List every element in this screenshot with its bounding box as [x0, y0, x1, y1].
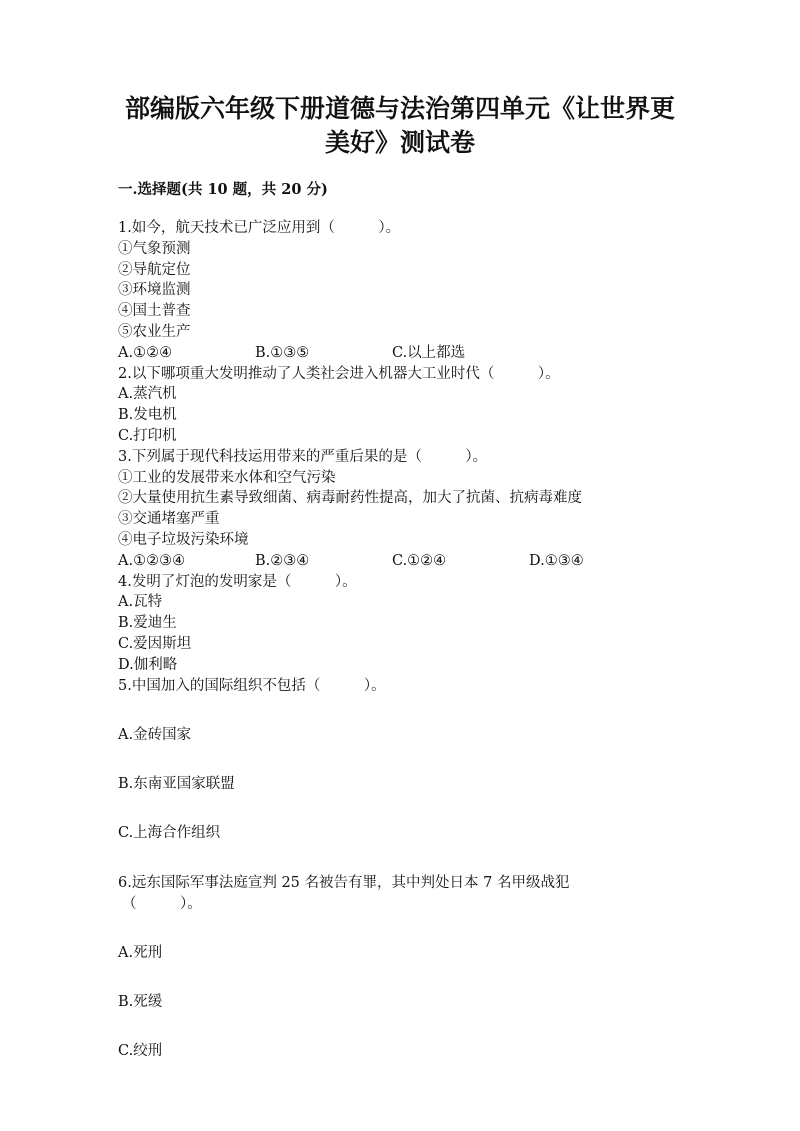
title-line-1: 部编版六年级下册道德与法治第四单元《让世界更: [124, 94, 675, 123]
question-4-option-d[interactable]: D.伽利略: [118, 656, 178, 673]
question-3-options: [118, 551, 698, 572]
question-1-option-c[interactable]: C.以上都选: [392, 344, 466, 361]
question-4-option-b[interactable]: B.爱迪生: [118, 615, 177, 632]
section-heading: 一.选择题(共 10 题，共 20 分): [118, 181, 328, 198]
question-6-option-c[interactable]: C.绞刑: [118, 1043, 163, 1060]
spacer: [118, 746, 698, 775]
question-6-option-b[interactable]: B.死缓: [118, 994, 163, 1011]
spacer: [118, 1013, 698, 1042]
question-5-option-b[interactable]: B.东南亚国家联盟: [118, 776, 235, 793]
question-4-option-a[interactable]: A.瓦特: [118, 594, 163, 611]
question-4-option-c[interactable]: C.爱因斯坦: [118, 635, 192, 652]
question-1-option-a[interactable]: A.①②④: [118, 344, 173, 361]
spacer: [118, 844, 698, 873]
page-title: [100, 92, 700, 160]
question-1-options: [118, 343, 698, 364]
question-3-stem: 3.下列属于现代科技运用带来的严重后果的是（ ）。: [118, 448, 488, 465]
spacer: [118, 964, 698, 993]
spacer: [118, 914, 698, 943]
question-5-option-c[interactable]: C.上海合作组织: [118, 825, 221, 842]
question-1-item: ⑤农业生产: [118, 323, 191, 340]
title-line-2: 美好》测试卷: [324, 128, 475, 157]
spacer: [118, 696, 698, 725]
question-list: [118, 218, 698, 1062]
question-5-option-a[interactable]: A.金砖国家: [118, 726, 192, 743]
question-1-option-b[interactable]: B.①③⑤: [255, 344, 310, 361]
question-2-option-b[interactable]: B.发电机: [118, 407, 177, 424]
question-4-stem: 4.发明了灯泡的发明家是（ ）。: [118, 573, 357, 590]
question-3-item: ②大量使用抗生素导致细菌、病毒耐药性提高，加大了抗菌、抗病毒难度: [118, 490, 582, 507]
question-1-item: ②导航定位: [118, 261, 191, 278]
question-3-option-b[interactable]: B.②③④: [255, 552, 310, 569]
question-1-stem: 1.如今，航天技术已广泛应用到（ ）。: [118, 220, 401, 236]
question-1-item: ④国土普查: [118, 303, 191, 320]
question-6-option-a[interactable]: A.死刑: [118, 944, 163, 961]
question-3-item: ①工业的发展带来水体和空气污染: [118, 469, 336, 486]
question-2-stem: 2.以下哪项重大发明推动了人类社会进入机器大工业时代（ ）。: [118, 365, 560, 382]
question-3-option-a[interactable]: A.①②③④: [118, 552, 186, 569]
question-3-item: ④电子垃圾污染环境: [118, 531, 249, 548]
question-1-item: ①气象预测: [118, 240, 191, 257]
question-2-option-a[interactable]: A.蒸汽机: [118, 386, 177, 403]
question-6-stem-continued: （ ）。: [122, 895, 202, 912]
question-2-option-c[interactable]: C.打印机: [118, 427, 177, 444]
question-3-item: ③交通堵塞严重: [118, 511, 220, 528]
spacer: [118, 795, 698, 824]
question-3-option-d[interactable]: D.①③④: [529, 552, 584, 569]
question-6-stem: 6.远东国际军事法庭宣判 25 名被告有罪，其中判处日本 7 名甲级战犯: [118, 874, 570, 891]
question-3-option-c[interactable]: C.①②④: [392, 552, 447, 569]
question-5-stem: 5.中国加入的国际组织不包括（ ）。: [118, 677, 386, 694]
question-1-item: ③环境监测: [118, 282, 191, 299]
